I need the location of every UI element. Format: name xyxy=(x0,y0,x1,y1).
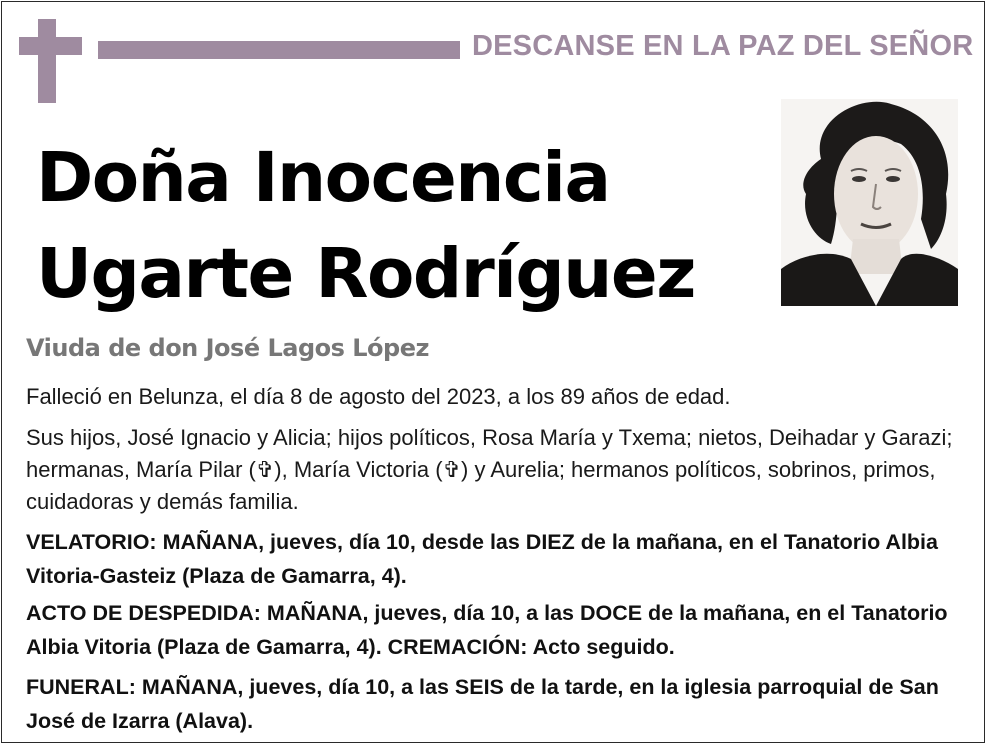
header-rule xyxy=(98,41,460,59)
death-notice: Falleció en Belunza, el día 8 de agosto del 2023, a los 89 años de edad. xyxy=(26,384,731,409)
portrait-photo-icon xyxy=(781,99,958,306)
obituary-card xyxy=(1,1,985,743)
headline: DESCANSE EN LA PAZ DEL SEÑOR xyxy=(472,30,974,62)
deceased-name xyxy=(36,130,756,322)
funeral-notice: FUNERAL: MAÑANA, jueves, día 10, a las SEIS de la tarde, en la iglesia parroquial de San José de Izarra (Alava). xyxy=(26,675,939,733)
cross-icon-bar xyxy=(19,37,82,55)
cross-icon xyxy=(38,19,56,103)
name-line-1: Doña Inocencia xyxy=(36,138,610,218)
despedida-notice: ACTO DE DESPEDIDA: MAÑANA, jueves, día 10, a las DOCE de la mañana, en el Tanatorio Albia Vitoria (Plaza de Gamarra, 4). CREMACIÓN: Acto seguido. xyxy=(26,601,948,659)
name-line-2: Ugarte Rodríguez xyxy=(36,234,695,314)
subtitle: Viuda de don José Lagos López xyxy=(26,334,429,362)
velatorio-notice: VELATORIO: MAÑANA, jueves, día 10, desde las DIEZ de la mañana, en el Tanatorio Albia Vitoria-Gasteiz (Plaza de Gamarra, 4). xyxy=(26,530,938,588)
family-notice: Sus hijos, José Ignacio y Alicia; hijos políticos, Rosa María y Txema; nietos, Deihadar y Garazi; hermanas, María Pilar (✞), María Victoria (✞) y Aurelia; hermanos políticos, sobrinos, primos, cuidadoras y demás familia. xyxy=(26,425,953,514)
portrait-photo xyxy=(781,99,958,306)
